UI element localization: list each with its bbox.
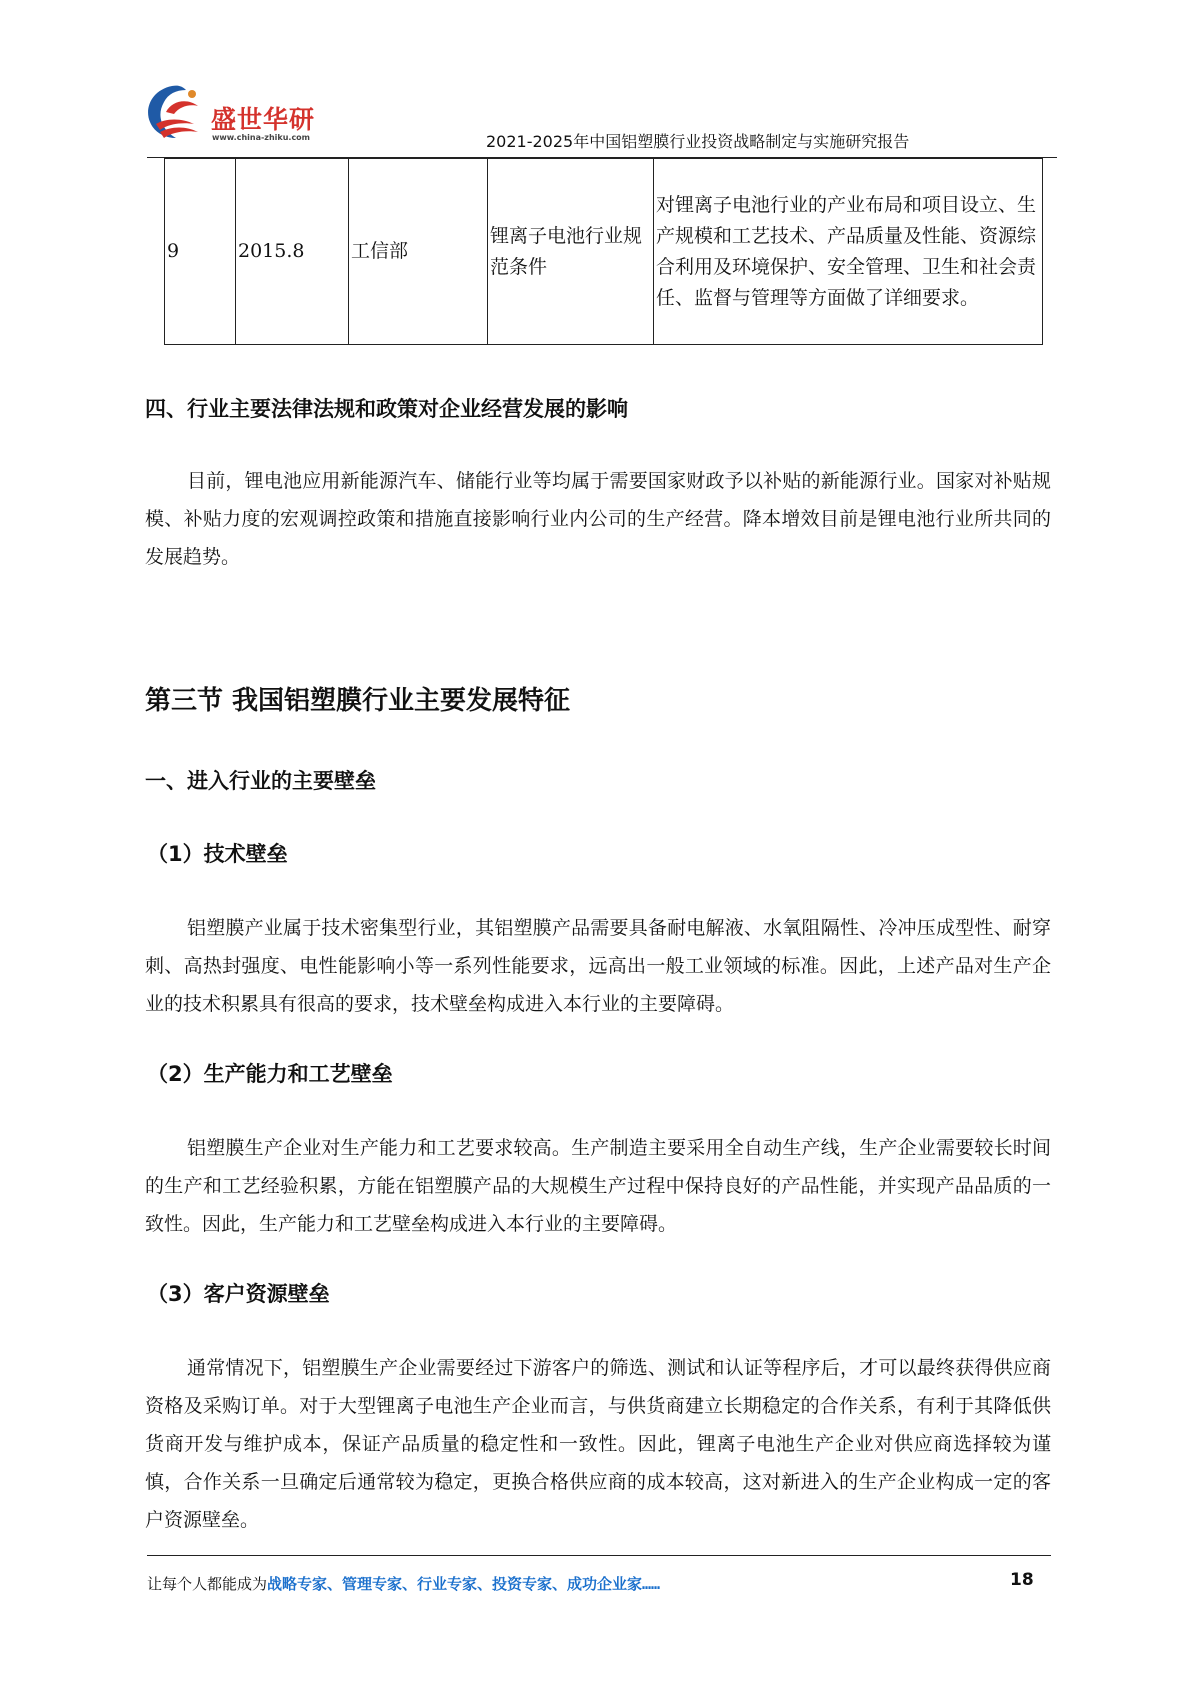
- subsection-heading: （2）生产能力和工艺壁垒: [147, 1062, 393, 1086]
- report-title: 2021-2025年中国铝塑膜行业投资战略制定与实施研究报告: [486, 132, 910, 151]
- section-heading: 四、行业主要法律法规和政策对企业经营发展的影响: [145, 397, 628, 421]
- page-number: 18: [1010, 1570, 1034, 1590]
- body-paragraph: 铝塑膜产业属于技术密集型行业，其铝塑膜产品需要具备耐电解液、水氧阻隔性、冷冲压成型性、耐穿刺、高热封强度、电性能影响小等一系列性能要求，远高出一般工业领域的标准。因此，上述产品对生产企业的技术积累具有很高的要求，技术壁垒构成进入本行业的主要障碍。: [145, 917, 1051, 1015]
- table-row: [165, 159, 1043, 345]
- footer-highlight: 战略专家、管理专家、行业专家、投资专家、成功企业家: [267, 1575, 643, 1593]
- body-paragraph: 目前，锂电池应用新能源汽车、储能行业等均属于需要国家财政予以补贴的新能源行业。国家对补贴规模、补贴力度的宏观调控政策和措施直接影响行业内公司的生产经营。降本增效目前是锂电池行业所共同的发展趋势。: [145, 470, 1051, 568]
- logo-wordmark: 盛世华研: [211, 105, 316, 134]
- logo-url: www.china-zhiku.com: [212, 133, 311, 142]
- table-cell-content: 对锂离子电池行业的产业布局和项目设立、生产规模和工艺技术、产品质量及性能、资源综合利用及环境保护、安全管理、卫生和社会责任、监督与管理等方面做了详细要求。: [654, 159, 1043, 345]
- table-cell-dept: 工信部: [349, 159, 488, 345]
- table-cell-no: 9: [165, 159, 236, 345]
- footer-slogan: [147, 1573, 660, 1594]
- table-cell-date: 2015.8: [236, 159, 349, 345]
- chapter-heading: 第三节 我国铝塑膜行业主要发展特征: [145, 686, 571, 716]
- body-paragraph: 通常情况下，铝塑膜生产企业需要经过下游客户的筛选、测试和认证等程序后，才可以最终获得供应商资格及采购订单。对于大型锂离子电池生产企业而言，与供货商建立长期稳定的合作关系，有利于其降低供货商开发与维护成本，保证产品质量的稳定性和一致性。因此，锂离子电池生产企业对供应商选择较为谨慎，合作关系一旦确定后通常较为稳定，更换合格供应商的成本较高，这对新进入的生产企业构成一定的客户资源壁垒。: [145, 1357, 1051, 1531]
- subsection-heading: （3）客户资源壁垒: [147, 1282, 330, 1306]
- footer-divider: [147, 1555, 1051, 1556]
- footer-suffix: ……: [642, 1575, 661, 1593]
- body-paragraph: 铝塑膜生产企业对生产能力和工艺要求较高。生产制造主要采用全自动生产线，生产企业需要较长时间的生产和工艺经验积累，方能在铝塑膜产品的大规模生产过程中保持良好的产品性能，并实现产品品质的一致性。因此，生产能力和工艺壁垒构成进入本行业的主要障碍。: [145, 1137, 1051, 1235]
- footer-prefix: 让每个人都能成为: [147, 1575, 268, 1593]
- regulation-table: [164, 158, 1043, 345]
- section-heading: 一、进入行业的主要壁垒: [145, 769, 376, 793]
- subsection-heading: （1）技术壁垒: [147, 842, 288, 866]
- table-cell-name: 锂离子电池行业规范条件: [488, 159, 654, 345]
